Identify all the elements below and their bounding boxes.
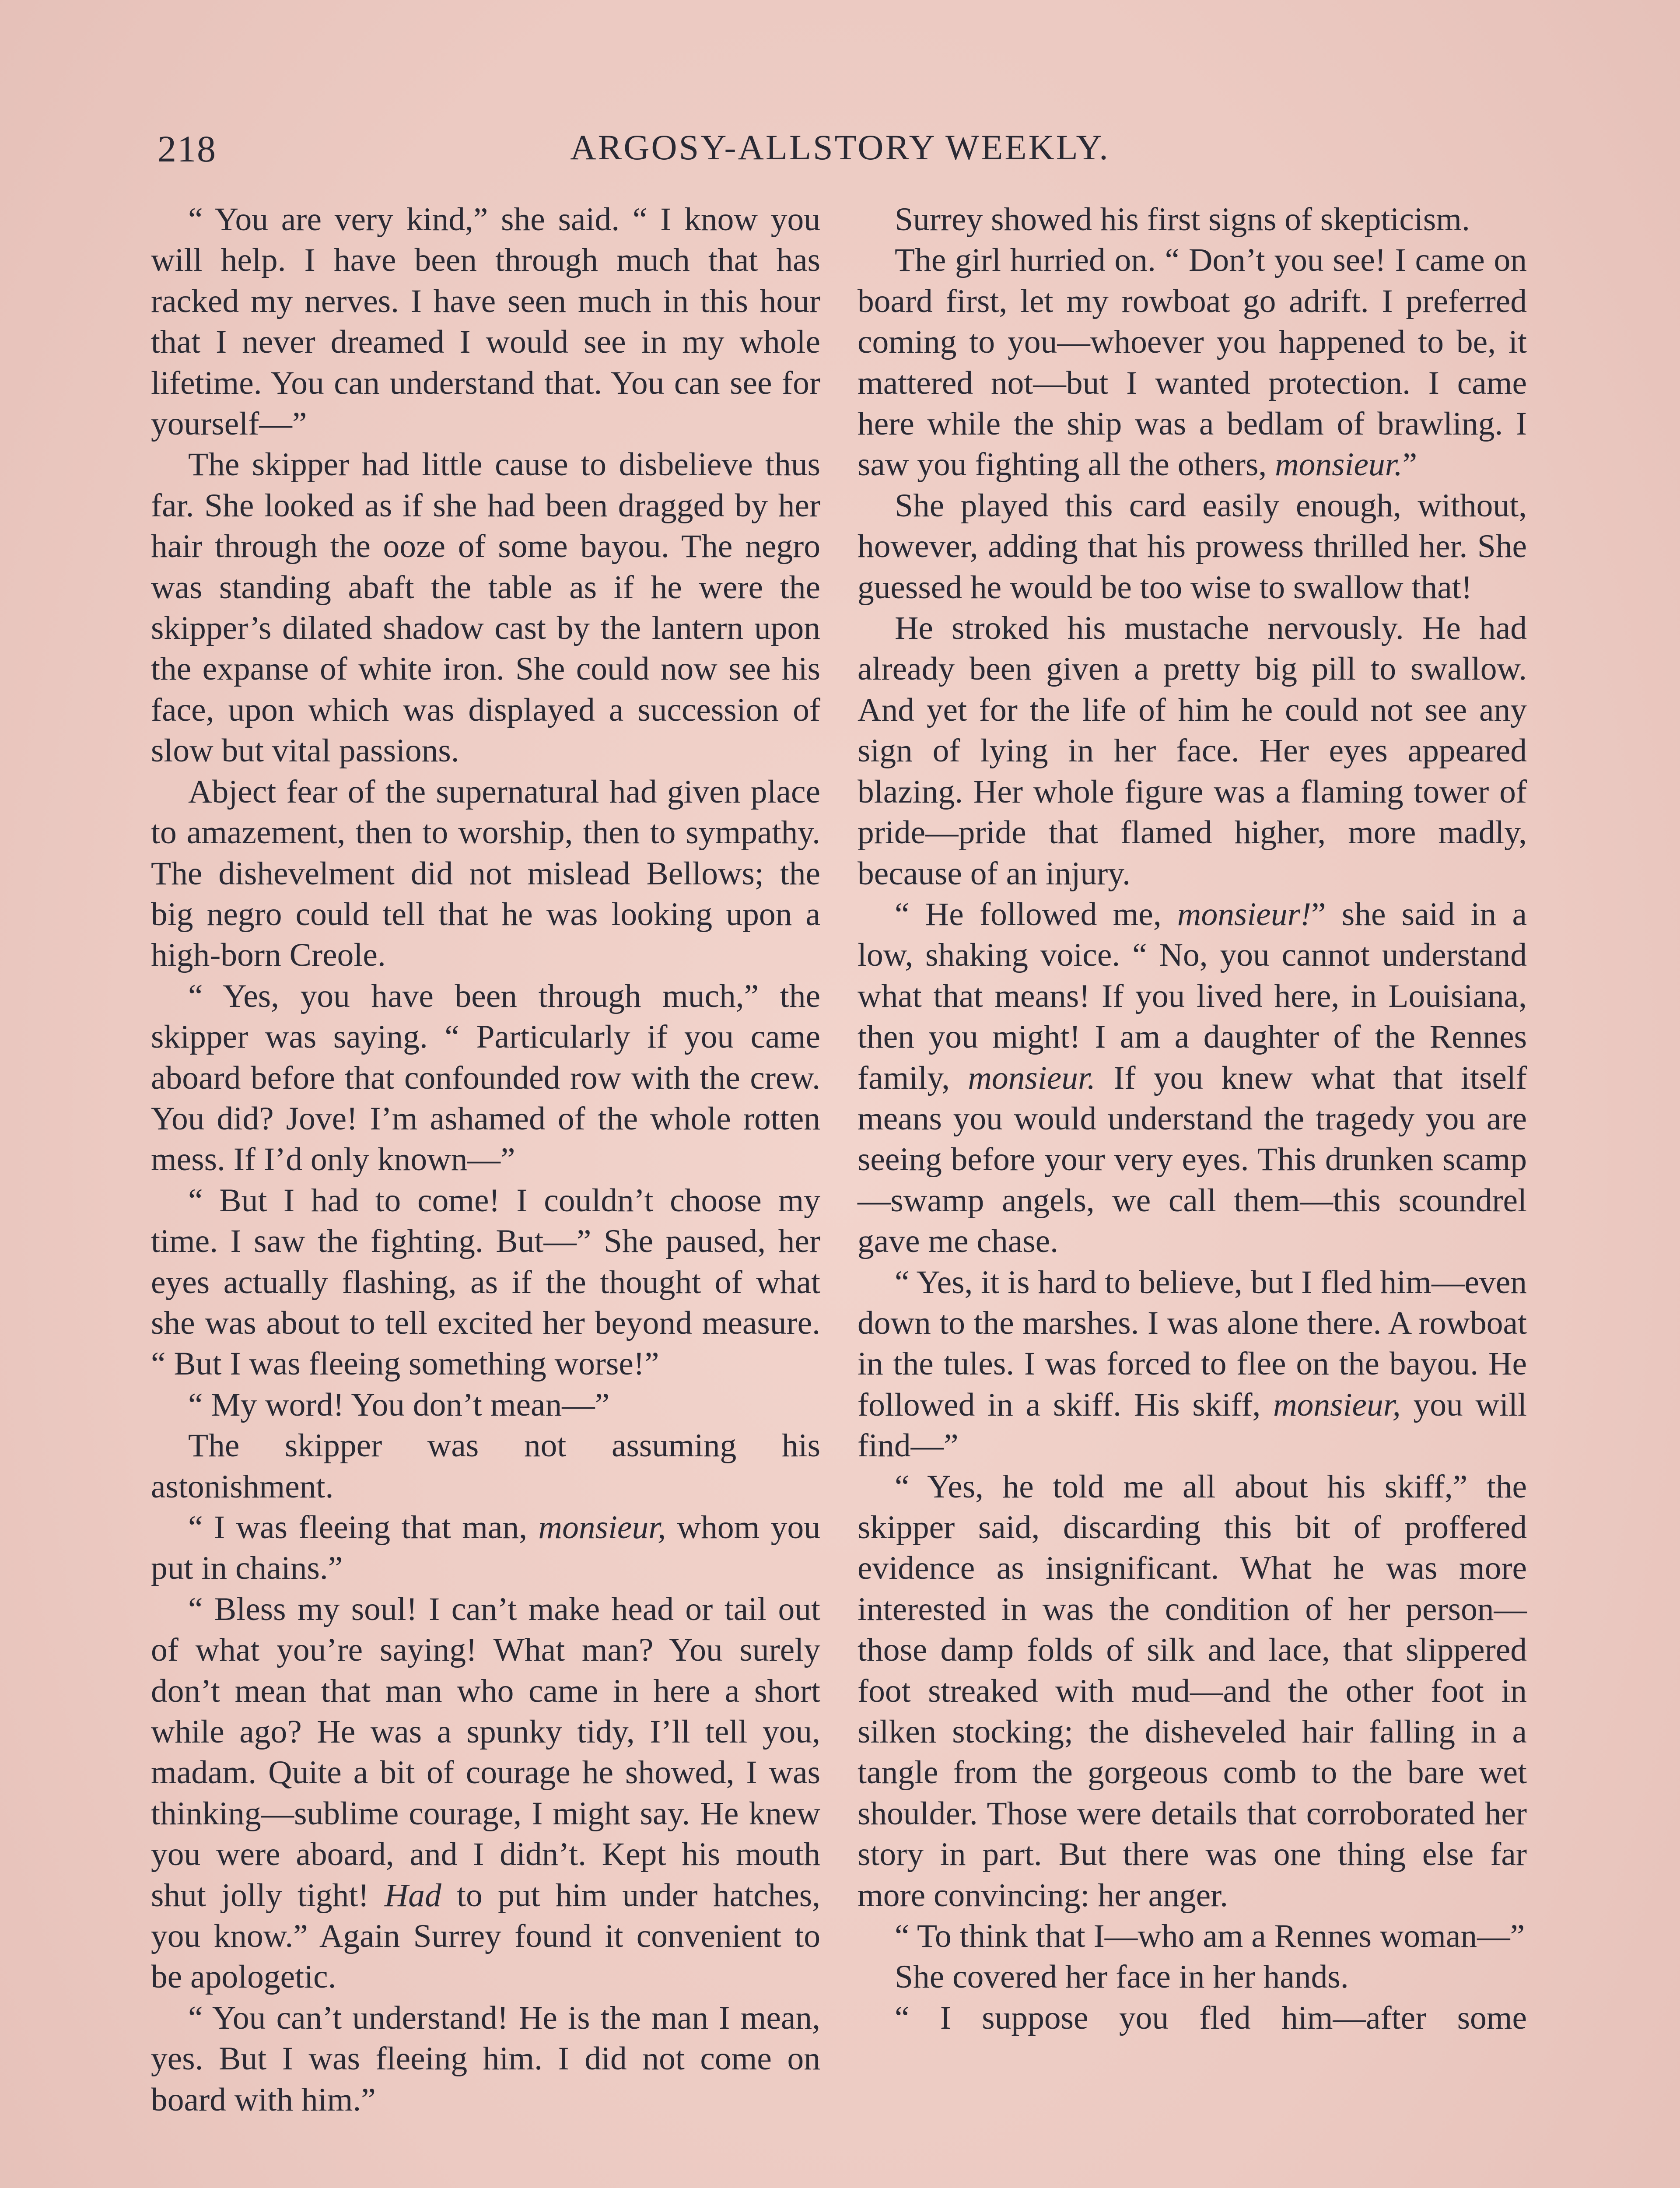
paragraph: “ You are very kind,” she said. “ I know you will help. I have been through much that has racked my nerves. I have seen much in this hour that I never dreamed I would see in my whole lifetime. You can understand that. You can see for yourself—” <box>151 201 820 442</box>
left-column <box>151 199 820 2120</box>
paragraph: The girl hurried on. “ Don’t you see! I came on board first, let my rowboat go adrift. I preferred coming to you—whoever you happened to be, it mattered not—but I wanted protection. I came here while the ship was a bedlam of brawling. I saw you fighting all the others, monsieur.” <box>858 242 1527 483</box>
running-head: ARGOSY-ALLSTORY WEEKLY. <box>570 127 1110 167</box>
paragraph: “ But I had to come! I couldn’t choose my time. I saw the fighting. But—” She paused, her eyes actually flashing, as if the thought of what she was about to tell excited her beyond measure. “ But I was fleeing something worse!” <box>151 1182 820 1382</box>
paragraph: He stroked his mustache nervously. He had already been given a pretty big pill to swallow. And yet for the life of him he could not see any sign of lying in her face. Her eyes appeared blazing. Her whole figure was a flaming tower of pride—pride that flamed higher, more madly, because of an injury. <box>858 610 1527 892</box>
paragraph: “ Bless my soul! I can’t make head or tail out of what you’re saying! What man? You surely don’t mean that man who came in here a short while ago? He was a spunky tidy, I’ll tell you, madam. Quite a bit of courage he showed, I was thinking—sublime courage, I might say. He knew you were aboard, and I didn’t. Kept his mouth shut jolly tight! Had to put him under hatches, you know.” Again Surrey found it convenient to be apologetic. <box>151 1591 820 1995</box>
right-column <box>858 199 1527 2038</box>
page-number: 218 <box>158 128 217 170</box>
paragraph: “ Yes, it is hard to believe, but I fled him—even down to the marshes. I was alone there. A rowboat in the tules. I was forced to flee on the bayou. He followed in a skiff. His skiff, monsieur, you will find—” <box>858 1264 1527 1464</box>
paragraph: “ You can’t understand! He is the man I mean, yes. But I was fleeing him. I did not come on board with him.” <box>151 1999 820 2118</box>
paragraph: “ Yes, you have been through much,” the skipper was saying. “ Particularly if you came aboard before that confounded row with the crew. You did? Jove! I’m ashamed of the whole rotten mess. If I’d only known—” <box>151 978 820 1178</box>
paragraph: “ I was fleeing that man, monsieur, whom you put in chains.” <box>151 1509 821 1587</box>
paragraph: “ Yes, he told me all about his skiff,” the skipper said, discarding this bit of proffered evidence as insignificant. What he was more interested in was the condition of her person—those damp folds of silk and lace, that slippered foot streaked with mud—and the other foot in silken stocking; the disheveled hair falling in a tangle from the gorgeous comb to the bare wet shoulder. Those were details that corroborated her story in part. But there was one thing else far more convincing: her anger. <box>858 1468 1527 1914</box>
paragraph: She played this card easily enough, without, however, adding that his prowess thrilled her. She guessed he would be too wise to swallow that! <box>858 487 1527 606</box>
paragraph: The skipper was not assuming his astonishment. <box>151 1427 820 1505</box>
paragraph: The skipper had little cause to disbelieve thus far. She looked as if she had been dragged by her hair through the ooze of some bayou. The negro was standing abaft the table as if he were the skipper’s dilated shadow cast by the lantern upon the expanse of white iron. She could now see his face, upon which was displayed a succession of slow but vital passions. <box>151 446 820 769</box>
paragraph: “ I suppose you fled him—after some <box>895 1999 1527 2036</box>
page-header <box>149 127 1531 179</box>
paragraph: Surrey showed his first signs of skepticism. <box>895 201 1470 238</box>
paragraph: “ To think that I—who am a Rennes woman—” <box>895 1918 1525 1955</box>
paragraph: She covered her face in her hands. <box>895 1959 1349 1995</box>
paragraph: “ He followed me, monsieur!” she said in a low, shaking voice. “ No, you cannot understand what that means! If you lived here, in Louisiana, then you might! I am a daughter of the Rennes family, monsieur. If you knew what that itself means you would understand the tragedy you are seeing before your very eyes. This drunken scamp—swamp angels, we call them—this scoundrel gave me chase. <box>858 896 1527 1260</box>
paragraph: “ My word! You don’t mean—” <box>188 1386 610 1423</box>
paragraph: Abject fear of the supernatural had given place to amazement, then to worship, then to sympathy. The dishevelment did not mislead Bellows; the big negro could tell that he was looking upon a high-born Creole. <box>151 773 820 974</box>
